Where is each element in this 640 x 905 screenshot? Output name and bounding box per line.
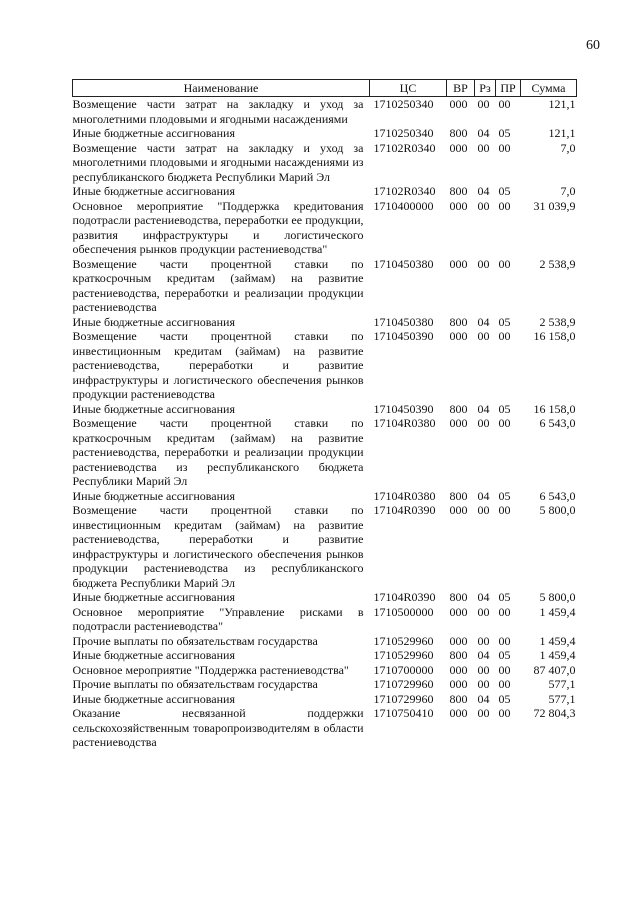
cell-name: Возмещение части затрат на закладку и уход за многолетними плодовыми и ягодными насаждениями из республиканского бюджета Республики Марий Эл	[72, 140, 364, 184]
cell-cs: 17104R0380	[373, 488, 436, 503]
cell-name: Иные бюджетные ассигнования	[72, 648, 235, 662]
table-row	[73, 184, 577, 199]
table-row	[73, 634, 577, 649]
cell-name: Иные бюджетные ассигнования	[72, 126, 235, 140]
cell-vr: 000	[449, 503, 468, 517]
cell-rz: 00	[477, 706, 490, 720]
budget-table	[72, 79, 577, 750]
cell-cs: 17104R0390	[373, 503, 436, 517]
cell-sum: 16 158,0	[533, 329, 576, 343]
cell-name: Основное мероприятие "Управление рисками в подотрасли растениеводства"	[72, 604, 364, 633]
cell-sum: 121,1	[548, 126, 576, 140]
cell-pr: 00	[498, 706, 511, 720]
cell-pr: 00	[498, 604, 511, 619]
cell-vr: 000	[449, 140, 468, 155]
cell-pr: 00	[498, 198, 511, 213]
cell-sum: 7,0	[560, 140, 576, 155]
cell-cs: 1710500000	[373, 604, 434, 619]
cell-sum: 577,1	[548, 677, 576, 691]
cell-sum: 1 459,4	[539, 648, 576, 662]
header-sum: Сумма	[521, 80, 577, 97]
cell-sum: 5 800,0	[539, 503, 576, 517]
table-row	[73, 126, 577, 141]
table-row	[73, 503, 577, 590]
cell-pr: 00	[498, 677, 511, 691]
cell-name: Иные бюджетные ассигнования	[72, 401, 235, 416]
cell-pr: 05	[498, 314, 511, 329]
cell-rz: 00	[477, 503, 490, 517]
cell-vr: 000	[449, 662, 468, 677]
cell-sum: 1 459,4	[539, 633, 576, 648]
table-header-row	[73, 80, 577, 97]
cell-pr: 05	[498, 126, 511, 140]
header-pr: ПР	[496, 80, 521, 97]
cell-cs: 1710250340	[373, 97, 434, 111]
cell-cs: 1710450380	[373, 256, 434, 271]
cell-sum: 7,0	[560, 184, 576, 198]
cell-cs: 17104R0390	[373, 590, 436, 604]
cell-sum: 6 543,0	[539, 488, 576, 503]
cell-rz: 00	[477, 140, 490, 155]
cell-pr: 00	[498, 97, 511, 111]
cell-pr: 00	[498, 633, 511, 648]
table-row	[73, 416, 577, 489]
cell-name: Возмещение части процентной ставки по краткосрочным кредитам (займам) на развитие растениеводства, переработки и реализации продукции растениеводства из республиканского бюджета Республики Марий Эл	[72, 416, 364, 488]
cell-rz: 04	[477, 401, 490, 416]
cell-pr: 00	[498, 140, 511, 155]
cell-name: Иные бюджетные ассигнования	[72, 314, 235, 329]
cell-pr: 00	[498, 416, 511, 430]
cell-cs: 1710729960	[373, 677, 434, 691]
table-row	[73, 648, 577, 663]
cell-name: Возмещение части затрат на закладку и уход за многолетними плодовыми и ягодными насаждениями	[72, 97, 364, 126]
cell-cs: 1710750410	[373, 706, 434, 720]
cell-vr: 000	[449, 198, 468, 213]
cell-sum: 31 039,9	[533, 198, 576, 213]
cell-vr: 000	[449, 706, 468, 720]
cell-name: Возмещение части процентной ставки по инвестиционным кредитам (займам) на развитие растениеводства, переработки и развитие инфраструктуры и логистического обеспечения рынков продукции растениеводства	[72, 329, 364, 401]
cell-vr: 800	[449, 126, 468, 140]
table-row	[73, 329, 577, 402]
cell-cs: 1710700000	[373, 662, 434, 677]
cell-sum: 72 804,3	[533, 706, 576, 720]
cell-sum: 577,1	[548, 691, 576, 706]
cell-name: Основное мероприятие "Поддержка растениеводства"	[72, 662, 349, 677]
cell-rz: 00	[477, 604, 490, 619]
table-row	[73, 677, 577, 692]
cell-rz: 00	[477, 198, 490, 213]
cell-sum: 6 543,0	[539, 416, 576, 430]
cell-cs: 1710450390	[373, 401, 434, 416]
cell-vr: 000	[449, 604, 468, 619]
cell-cs: 17102R0340	[373, 184, 436, 198]
cell-sum: 5 800,0	[539, 590, 576, 604]
cell-vr: 800	[449, 648, 468, 662]
cell-rz: 00	[477, 633, 490, 648]
cell-rz: 00	[477, 662, 490, 677]
cell-vr: 000	[449, 97, 468, 111]
cell-rz: 04	[477, 126, 490, 140]
table-row	[73, 199, 577, 257]
table-row	[73, 590, 577, 605]
cell-rz: 04	[477, 488, 490, 503]
cell-cs: 1710400000	[373, 198, 434, 213]
cell-name: Иные бюджетные ассигнования	[72, 590, 235, 604]
cell-pr: 00	[498, 256, 511, 271]
cell-rz: 00	[477, 677, 490, 691]
cell-name: Иные бюджетные ассигнования	[72, 691, 235, 706]
cell-pr: 00	[498, 329, 511, 343]
cell-cs: 17102R0340	[373, 140, 436, 155]
cell-name: Прочие выплаты по обязательствам государства	[72, 633, 318, 648]
cell-name: Основное мероприятие "Поддержка кредитования подотрасли растениеводства, переработки ее продукции, развития инфраструктуры и логистического обеспечения рынков продукции растениеводства"	[72, 198, 364, 256]
cell-rz: 04	[477, 314, 490, 329]
header-name: Наименование	[73, 80, 370, 97]
cell-vr: 000	[449, 256, 468, 271]
cell-sum: 121,1	[548, 97, 576, 111]
cell-name: Иные бюджетные ассигнования	[72, 184, 235, 198]
cell-rz: 00	[477, 416, 490, 430]
cell-pr: 00	[498, 503, 511, 517]
cell-pr: 05	[498, 648, 511, 662]
table-row	[73, 692, 577, 707]
cell-cs: 1710450380	[373, 314, 434, 329]
page-number: 60	[586, 38, 600, 53]
cell-rz: 04	[477, 590, 490, 604]
cell-sum: 2 538,9	[539, 256, 576, 271]
cell-vr: 000	[449, 329, 468, 343]
cell-rz: 04	[477, 648, 490, 662]
cell-pr: 05	[498, 488, 511, 503]
table-row	[73, 489, 577, 504]
cell-rz: 00	[477, 97, 490, 111]
cell-cs: 1710450390	[373, 329, 434, 343]
header-rz: Рз	[475, 80, 496, 97]
cell-pr: 05	[498, 691, 511, 706]
cell-pr: 00	[498, 662, 511, 677]
cell-pr: 05	[498, 184, 511, 198]
cell-sum: 87 407,0	[533, 662, 576, 677]
table-row	[73, 605, 577, 634]
cell-name: Прочие выплаты по обязательствам государства	[72, 677, 318, 691]
cell-cs: 1710529960	[373, 633, 434, 648]
cell-cs: 1710529960	[373, 648, 434, 662]
cell-vr: 800	[449, 590, 468, 604]
cell-name: Оказание несвязанной поддержки сельскохозяйственным товаропроизводителям в области растениеводства	[72, 706, 364, 749]
table-body	[73, 97, 577, 750]
cell-vr: 000	[449, 677, 468, 691]
cell-vr: 800	[449, 691, 468, 706]
header-cs: ЦС	[370, 80, 447, 97]
table-row	[73, 402, 577, 417]
cell-rz: 04	[477, 691, 490, 706]
cell-vr: 000	[449, 416, 468, 430]
cell-rz: 00	[477, 329, 490, 343]
cell-sum: 16 158,0	[533, 401, 576, 416]
table-row	[73, 706, 577, 750]
cell-cs: 1710729960	[373, 691, 434, 706]
cell-name: Иные бюджетные ассигнования	[72, 488, 235, 503]
cell-cs: 17104R0380	[373, 416, 436, 430]
cell-vr: 800	[449, 184, 468, 198]
table-row	[73, 97, 577, 127]
cell-vr: 800	[449, 488, 468, 503]
cell-name: Возмещение части процентной ставки по краткосрочным кредитам (займам) на развитие растениеводства, переработки и реализации продукции растениеводства	[72, 256, 364, 314]
cell-pr: 05	[498, 590, 511, 604]
cell-cs: 1710250340	[373, 126, 434, 140]
cell-sum: 1 459,4	[539, 604, 576, 619]
cell-rz: 04	[477, 184, 490, 198]
cell-vr: 800	[449, 401, 468, 416]
cell-name: Возмещение части процентной ставки по инвестиционным кредитам (займам) на развитие растениеводства, переработки и развитие инфраструктуры и логистического обеспечения рынков продукции растениеводства из республиканского бюджета Республики Марий Эл	[72, 503, 364, 590]
header-vr: ВР	[447, 80, 475, 97]
cell-sum: 2 538,9	[539, 314, 576, 329]
table-row	[73, 315, 577, 330]
cell-rz: 00	[477, 256, 490, 271]
table-row	[73, 257, 577, 315]
cell-vr: 000	[449, 633, 468, 648]
cell-pr: 05	[498, 401, 511, 416]
table-row	[73, 663, 577, 678]
cell-vr: 800	[449, 314, 468, 329]
table-row	[73, 141, 577, 185]
